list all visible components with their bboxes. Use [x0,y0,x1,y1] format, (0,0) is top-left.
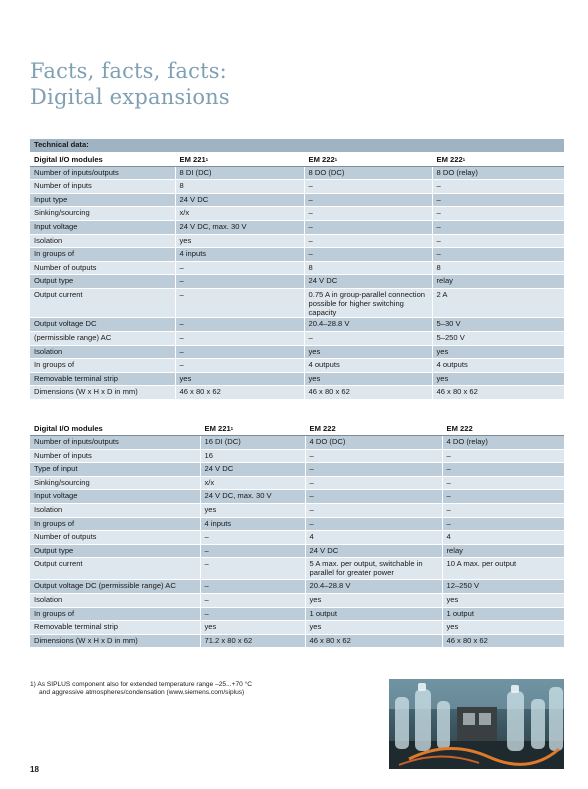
cell-value: 71.2 x 80 x 62 [200,634,305,648]
cell-value: 16 [200,449,305,463]
row-label: Isolation [30,504,200,518]
row-label: Isolation [30,345,175,359]
cell-value: yes [432,372,564,386]
column-header: EM $222^1$ [432,153,564,167]
cell-value: 1 output [305,607,442,621]
row-label: In groups of [30,248,175,262]
table-row [30,221,564,235]
table-header-row [30,153,564,167]
row-label: In groups of [30,607,200,621]
page-title-line2: Digital expansions [30,85,230,109]
cell-value: – [200,594,305,608]
cell-value: – [442,476,564,490]
cell-value: yes [442,621,564,635]
cell-value: 24 V DC [305,544,442,558]
cell-value: – [175,359,304,373]
bottles-illustration [389,679,564,769]
cell-value: – [432,234,564,248]
cell-value: – [200,580,305,594]
cell-value: – [200,544,305,558]
row-label: Output current [30,289,175,318]
row-label: Isolation [30,234,175,248]
technical-data-table-1 [30,139,564,400]
cell-value: – [175,345,304,359]
row-label: Removable terminal strip [30,372,175,386]
row-label: Dimensions (W x H x D in mm) [30,386,175,400]
footnote-marker: 1 [205,157,209,163]
cell-value: – [432,180,564,194]
table-row [30,193,564,207]
table-row [30,634,564,648]
row-label: Output voltage DC (permissible range) AC [30,580,200,594]
page-title-line1: Facts, facts, facts: [30,59,227,83]
table-row [30,318,564,332]
cell-value: 2 A [432,289,564,318]
footnote-line: and aggressive atmospheres/condensation (www.siemens.com/siplus) [39,689,245,697]
table-caption: Technical data: [30,139,564,153]
row-label: Output current [30,558,200,580]
cell-value: – [442,490,564,504]
cell-value: yes [305,621,442,635]
table-row [30,289,564,318]
table-row [30,531,564,545]
cell-value: – [200,607,305,621]
row-label: Number of inputs [30,180,175,194]
cell-value: 8 DO (relay) [432,166,564,180]
table-row [30,386,564,400]
table-row [30,476,564,490]
cell-value: 16 DI (DC) [200,436,305,450]
cell-value: – [305,476,442,490]
page-title [30,58,230,110]
cell-value: 4 outputs [432,359,564,373]
table-row [30,517,564,531]
table-row [30,463,564,477]
table-row [30,180,564,194]
cell-value: – [442,463,564,477]
cell-value: 4 DO (relay) [442,436,564,450]
table-caption-row [30,139,564,153]
cell-value: 8 [175,180,304,194]
row-label: Output voltage DC [30,318,175,332]
cell-value: – [175,261,304,275]
cell-value: x/x [200,476,305,490]
row-label: (permissible range) AC [30,332,175,346]
column-header: EM 222 [442,422,564,436]
cell-value: 24 V DC, max. 30 V [200,490,305,504]
row-label: Number of inputs/outputs [30,166,175,180]
cell-value: yes [305,594,442,608]
row-label: Removable terminal strip [30,621,200,635]
cell-value: – [432,221,564,235]
table-row [30,261,564,275]
table-row [30,207,564,221]
cell-value: 12–250 V [442,580,564,594]
cell-value: 5–250 V [432,332,564,346]
cell-value: yes [432,345,564,359]
cell-value: – [432,248,564,262]
cell-value: – [304,193,432,207]
cell-value: – [175,318,304,332]
column-header: EM $221^1$ [175,153,304,167]
row-label: Type of input [30,463,200,477]
cell-value: 46 x 80 x 62 [432,386,564,400]
table-row [30,234,564,248]
table-row [30,544,564,558]
cell-value: 4 [442,531,564,545]
row-label: Number of inputs/outputs [30,436,200,450]
cell-value: 46 x 80 x 62 [442,634,564,648]
column-header: Digital I/O modules [30,153,175,167]
cell-value: 8 [432,261,564,275]
table-row [30,166,564,180]
bottling-line-photo [389,679,564,769]
table-row [30,558,564,580]
row-label: Number of outputs [30,261,175,275]
row-label: Sinking/sourcing [30,207,175,221]
row-label: Isolation [30,594,200,608]
row-label: Number of outputs [30,531,200,545]
cell-value: 24 V DC [304,275,432,289]
cell-value: 10 A max. per output [442,558,564,580]
cell-value: – [305,504,442,518]
cell-value: x/x [175,207,304,221]
row-label: In groups of [30,359,175,373]
cell-value: – [200,558,305,580]
table-row [30,332,564,346]
row-label: Number of inputs [30,449,200,463]
technical-data-table-2 [30,422,564,648]
cell-value: 4 inputs [200,517,305,531]
cell-value: 4 inputs [175,248,304,262]
table-row [30,449,564,463]
cell-value: yes [200,621,305,635]
cell-value: – [305,490,442,504]
cell-value: – [175,275,304,289]
cell-value: yes [200,504,305,518]
cell-value: – [304,221,432,235]
page-number: 18 [30,765,39,774]
cell-value: 1 output [442,607,564,621]
cell-value: 4 [305,531,442,545]
cell-value: 24 V DC, max. 30 V [175,221,304,235]
cell-value: – [442,504,564,518]
cell-value: – [442,517,564,531]
cell-value: 46 x 80 x 62 [305,634,442,648]
table-row [30,372,564,386]
row-label: Output type [30,544,200,558]
cell-value: relay [432,275,564,289]
footnote-marker: 1 [334,157,338,163]
row-label: In groups of [30,517,200,531]
column-header: EM $221^1$ [200,422,305,436]
cell-value: – [304,332,432,346]
cell-value: 4 outputs [304,359,432,373]
column-header: Digital I/O modules [30,422,200,436]
cell-value: 8 DI (DC) [175,166,304,180]
cell-value: yes [442,594,564,608]
cell-value: – [200,531,305,545]
row-label: Input type [30,193,175,207]
table-row [30,248,564,262]
cell-value: – [305,517,442,531]
footnote-marker: 1 [230,426,234,431]
cell-value: – [304,234,432,248]
cell-value: – [304,180,432,194]
table-row [30,490,564,504]
table-row [30,436,564,450]
cell-value: yes [175,234,304,248]
row-label: Sinking/sourcing [30,476,200,490]
cell-value: – [304,207,432,221]
footnote-marker: 1 [462,157,466,163]
cell-value: 46 x 80 x 62 [175,386,304,400]
table-row [30,345,564,359]
cell-value: 24 V DC [175,193,304,207]
footnote [30,681,350,698]
table-row [30,359,564,373]
cell-value: – [305,449,442,463]
cell-value: 24 V DC [200,463,305,477]
cell-value: – [305,463,442,477]
table-row [30,607,564,621]
table-row [30,621,564,635]
cell-value: yes [304,372,432,386]
cell-value: – [432,193,564,207]
column-header: EM $222^1$ [304,153,432,167]
table-row [30,580,564,594]
cell-value: relay [442,544,564,558]
cell-value: 0.75 A in group-parallel connection possible for higher switching capacity [304,289,432,318]
cell-value: 8 DO (DC) [304,166,432,180]
cell-value: yes [175,372,304,386]
table-row [30,275,564,289]
row-label: Input voltage [30,221,175,235]
cell-value: 5–30 V [432,318,564,332]
cell-value: – [175,289,304,318]
cell-value: 5 A max. per output, switchable in parallel for greater power [305,558,442,580]
column-header: EM 222 [305,422,442,436]
footnote-line: 1) As SIPLUS component also for extended temperature range –25...+70 °C [30,681,253,688]
cell-value: 4 DO (DC) [305,436,442,450]
cell-value: – [432,207,564,221]
table-row [30,594,564,608]
cell-value: 20.4–28.8 V [304,318,432,332]
row-label: Dimensions (W x H x D in mm) [30,634,200,648]
cell-value: 46 x 80 x 62 [304,386,432,400]
row-label: Output type [30,275,175,289]
table-row [30,504,564,518]
table-header-row [30,422,564,436]
cell-value: – [442,449,564,463]
cell-value: 8 [304,261,432,275]
cell-value: yes [304,345,432,359]
cell-value: – [304,248,432,262]
row-label: Input voltage [30,490,200,504]
cell-value: – [175,332,304,346]
cell-value: 20.4–28.8 V [305,580,442,594]
